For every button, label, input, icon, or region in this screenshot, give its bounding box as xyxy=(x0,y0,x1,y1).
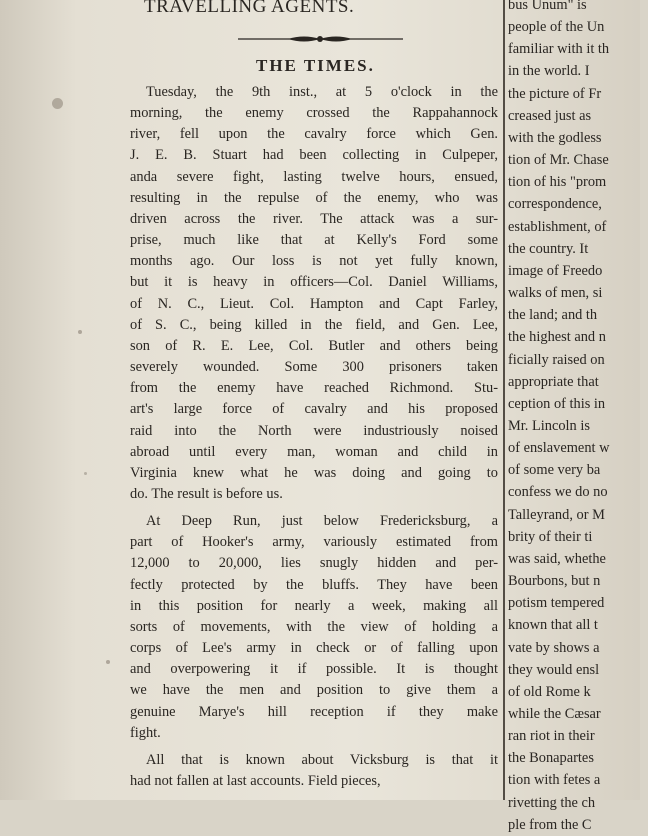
right-column-line: the land; and th xyxy=(508,307,598,324)
article-paragraph xyxy=(130,511,498,744)
right-column-line: in the world. I xyxy=(508,63,590,80)
article-line: driven across the river. The attack was a sur- xyxy=(130,210,498,227)
article-line: anda severe fight, lasting twelve hours, ensued, xyxy=(130,168,498,185)
right-column-line: Talleyrand, or M xyxy=(508,506,605,523)
right-column-line: tion of Mr. Chase xyxy=(508,152,609,169)
column-title: TRAVELLING AGENTS. xyxy=(144,0,355,17)
article-line: fight. xyxy=(130,724,161,741)
article-line: morning, the enemy crossed the Rappahannock xyxy=(130,105,498,122)
right-column-line: appropriate that xyxy=(508,373,599,390)
article-line: do. The result is before us. xyxy=(130,485,283,502)
right-column-line: Mr. Lincoln is xyxy=(508,417,590,434)
right-column-line: vate by shows a xyxy=(508,639,600,656)
right-column-line: people of the Un xyxy=(508,19,605,36)
article-line: genuine Marye's hill reception if they make xyxy=(130,703,498,720)
right-column-line: the country. It xyxy=(508,240,589,257)
article-body xyxy=(130,82,498,798)
article-paragraph xyxy=(130,750,498,792)
right-column-line: confess we do no xyxy=(508,484,608,501)
right-column-line: familiar with it th xyxy=(508,41,610,58)
article-line: Tuesday, the 9th inst., at 5 o'clock in the xyxy=(146,84,498,100)
right-column-line: they would ensl xyxy=(508,661,600,678)
ornamental-rule-icon xyxy=(238,34,403,44)
right-column xyxy=(508,0,640,833)
article-line: part of Hooker's army, variously estimated from xyxy=(130,534,498,551)
right-column-text xyxy=(508,0,648,836)
right-column-line: ple from the C xyxy=(508,816,592,833)
article-line: J. E. B. Stuart had been collecting in Culpeper, xyxy=(130,147,498,164)
right-column-line: tion of his "prom xyxy=(508,174,607,191)
article-line: raid into the North were industriously noised xyxy=(130,422,498,439)
article-line: and overpowering it if possible. It is thought xyxy=(130,661,498,678)
article-line: of N. C., Lieut. Col. Hampton and Capt Farley, xyxy=(130,295,498,312)
article-line: corps of Lee's army in check or of falling upon xyxy=(130,640,498,657)
right-column-line: ception of this in xyxy=(508,395,606,412)
section-title: THE TIMES. xyxy=(256,56,375,75)
article-line: in this position for nearly a week, making all xyxy=(130,597,498,614)
right-column-line: the highest and n xyxy=(508,329,606,346)
right-column-line: the Bonapartes xyxy=(508,750,594,767)
article-line: we have the men and position to give them a xyxy=(130,682,498,699)
article-line: river, fell upon the cavalry force which Gen. xyxy=(130,126,498,143)
article-line: of S. C., being killed in the field, and Gen. Lee, xyxy=(130,316,498,333)
right-column-line: tion with fetes a xyxy=(508,772,601,789)
right-column-line: while the Cæsar xyxy=(508,706,601,722)
article-line: abroad until every man, woman and child in xyxy=(130,443,498,460)
right-column-line: creased just as xyxy=(508,107,592,124)
article-line: had not fallen at last accounts. Field pieces, xyxy=(130,773,381,789)
left-column xyxy=(128,0,500,800)
article-line: art's large force of cavalry and his proposed xyxy=(130,401,498,418)
right-column-line: brity of their ti xyxy=(508,528,593,545)
right-column-line: bus Unum" is xyxy=(508,0,587,13)
right-column-line: of old Rome k xyxy=(508,683,591,700)
right-column-line: walks of men, si xyxy=(508,285,603,302)
right-column-line: establishment, of xyxy=(508,218,607,235)
article-line: from the enemy have reached Richmond. Stu- xyxy=(130,380,498,397)
right-column-line: image of Freedo xyxy=(508,262,603,279)
right-column-line: the picture of Fr xyxy=(508,85,602,102)
article-line: 12,000 to 20,000, lies snugly hidden and per- xyxy=(130,555,498,572)
article-line: prise, much like that at Kelly's Ford some xyxy=(130,232,498,249)
right-column-line: potism tempered xyxy=(508,595,605,612)
article-line: son of R. E. Lee, Col. Butler and others being xyxy=(130,337,498,354)
article-line: Virginia knew what he was doing and going to xyxy=(130,464,498,481)
right-column-line: of enslavement w xyxy=(508,440,610,457)
article-line: fectly protected by the bluffs. They have been xyxy=(130,576,498,593)
right-column-line: was said, whethe xyxy=(508,550,606,567)
right-column-line: of some very ba xyxy=(508,462,601,479)
article-line: sorts of movements, with the view of holding a xyxy=(130,618,498,635)
article-line: severely wounded. Some 300 prisoners taken xyxy=(130,359,498,376)
right-column-line: ficially raised on xyxy=(508,351,605,368)
article-line: At Deep Run, just below Fredericksburg, a xyxy=(146,513,498,530)
right-column-line: known that all t xyxy=(508,617,598,634)
right-column-line: with the godless xyxy=(508,129,602,146)
article-paragraph xyxy=(130,82,498,505)
article-line: resulting in the repulse of the enemy, who was xyxy=(130,189,498,206)
ink-speck xyxy=(78,330,82,334)
article-line: months ago. Our loss is not yet fully known, xyxy=(130,253,498,270)
ink-speck xyxy=(106,660,110,664)
ink-speck xyxy=(84,472,87,475)
ink-speck xyxy=(52,98,63,109)
right-column-line: Bourbons, but n xyxy=(508,573,601,590)
article-line: All that is known about Vicksburg is that it xyxy=(146,751,498,768)
column-rule xyxy=(503,0,505,800)
right-column-line: rivetting the ch xyxy=(508,794,596,811)
right-column-line: correspondence, xyxy=(508,196,602,213)
article-line: but it is heavy in officers—Col. Daniel Williams, xyxy=(130,274,498,291)
right-column-line: ran riot in their xyxy=(508,728,595,745)
